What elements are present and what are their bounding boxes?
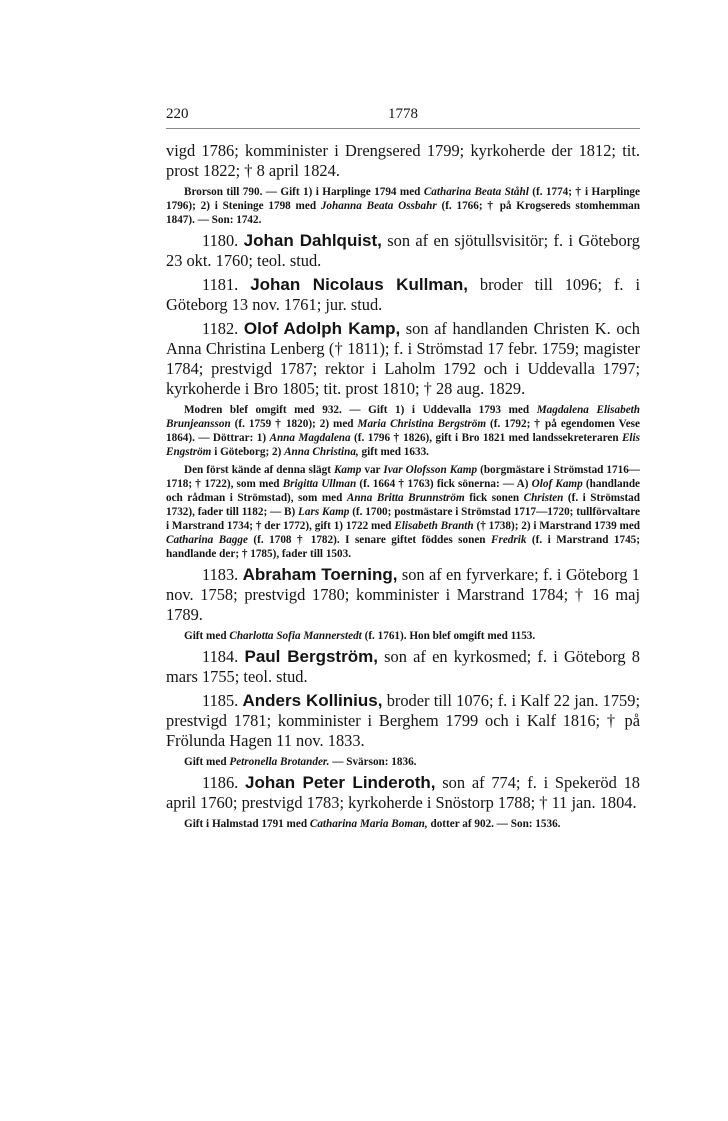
text-run: 1182. xyxy=(202,319,244,338)
text-run: son af en kyrkosmed; f. i Göteborg 8 mars 1755; teol. stud. xyxy=(166,647,640,686)
text-run: var xyxy=(361,464,384,476)
text-run: Gift med xyxy=(184,630,230,642)
note-paragraph xyxy=(166,755,640,769)
italic-name: Catharina Maria Boman, xyxy=(309,818,428,830)
entry-paragraph xyxy=(166,691,640,751)
text-run: (borgmästare i Strömstad 1716—1718; † 1722), som med xyxy=(166,464,640,490)
person-name: Olof Adolph Kamp, xyxy=(243,319,401,338)
text-run: Brorson till 790. — Gift 1) i Harplinge 1794 med xyxy=(184,186,424,198)
text-run: 1180. xyxy=(202,231,244,250)
text-run: broder till 1076; f. i Kalf 22 jan. 1759; prestvigd 1781; komminister i Berghem 1799 och i Kalf 1816; † på Frölunda Hagen 11 nov. 1833. xyxy=(166,691,640,750)
running-header xyxy=(166,106,640,129)
italic-name: Christen xyxy=(523,492,564,504)
italic-name: Petronella Brotander. xyxy=(229,756,330,768)
text-run: son af 774; f. i Spekeröd 18 april 1760; prestvigd 1783; kyrkoherde i Snöstorp 1788; † 11 jan. 1804. xyxy=(166,773,640,812)
text-run: son af en fyrverkare; f. i Göteborg 1 nov. 1758; prestvigd 1780; komminister i Marstrand 1784; † 16 maj 1789. xyxy=(166,565,640,624)
text-run: († 1738); 2) i Marstrand 1739 med xyxy=(473,520,641,532)
entry-paragraph xyxy=(166,773,640,813)
entry-paragraph xyxy=(166,231,640,271)
text-run: son af handlanden Christen K. och Anna Christina Lenberg († 1811); f. i Strömstad 17 febr. 1759; magister 1784; prestvigd 1787; rektor i Laholm 1792 och i Uddevalla 1797; kyrkoherde i Bro 1805; tit. prost 1810; † 28 aug. 1829. xyxy=(166,319,640,398)
note-paragraph xyxy=(166,403,640,459)
italic-name: Charlotta Sofia Mannerstedt xyxy=(229,630,362,642)
italic-name: Johanna Beata Ossbahr xyxy=(320,200,437,212)
header-year: 1778 xyxy=(388,106,418,122)
italic-name: Anna Christina, xyxy=(284,446,359,458)
italic-name: Brigitta Ullman xyxy=(282,478,357,490)
text-run: (f. 1761). Hon blef omgift med 1153. xyxy=(361,630,536,642)
italic-name: Elis Engström xyxy=(166,432,641,458)
text-run: — Svärson: 1836. xyxy=(329,756,417,768)
person-name: Abraham Toerning, xyxy=(242,565,398,584)
note-paragraph xyxy=(166,185,640,227)
text-run: (f. i Marstrand 1745; handlande der; † 1785), fader till 1503. xyxy=(166,534,640,560)
text-run: 1183. xyxy=(202,565,243,584)
italic-name: Anna Britta Brunnström xyxy=(346,492,465,504)
text-run: fick sonen xyxy=(464,492,524,504)
person-name: Anders Kollinius, xyxy=(242,691,383,710)
text-run: (f. 1700; postmästare i Strömstad 1717—1720; tullförvaltare i Marstrand 1734; † der 1772), gift 1) 1722 med xyxy=(166,506,641,532)
text-run: gift med 1633. xyxy=(358,446,429,458)
italic-name: Fredrik xyxy=(491,534,527,546)
page-number: 220 xyxy=(166,106,189,122)
italic-name: Lars Kamp xyxy=(298,506,350,518)
text-run: Gift med xyxy=(184,756,230,768)
entry-paragraph xyxy=(166,565,640,625)
text-run: (f. 1759 † 1820); 2) med xyxy=(230,418,358,430)
person-name: Johan Nicolaus Kullman, xyxy=(250,275,468,294)
italic-name: Maria Christina Bergström xyxy=(357,418,487,430)
text-run: 1186. xyxy=(202,773,246,792)
entry-paragraph xyxy=(166,319,640,399)
text-run: Gift i Halmstad 1791 med xyxy=(184,818,310,830)
person-name: Johan Dahlquist, xyxy=(243,231,382,250)
italic-name: Catharina Beata Ståhl xyxy=(423,186,529,198)
text-run: 1185. xyxy=(202,691,243,710)
entry-paragraph xyxy=(166,275,640,315)
text-run: i Göteborg; 2) xyxy=(211,446,285,458)
entry-paragraph xyxy=(166,647,640,687)
italic-name: Kamp xyxy=(333,464,362,476)
italic-name: Ivar Olofsson Kamp xyxy=(383,464,478,476)
italic-name: Catharina Bagge xyxy=(166,534,248,546)
note-paragraph xyxy=(166,629,640,643)
text-run: (f. 1792; † på egendomen Vese 1864). — Döttrar: 1) xyxy=(166,418,640,444)
text-paragraph xyxy=(166,141,640,181)
text-run: (f. 1774; † i Harplinge 1796); 2) i Steninge 1798 med xyxy=(166,186,640,212)
text-run: (handlande och rådman i Strömstad), som med xyxy=(166,478,641,504)
text-run: 1184. xyxy=(202,647,245,666)
person-name: Paul Bergström, xyxy=(244,647,378,666)
note-paragraph xyxy=(166,817,640,831)
text-run: 1181. xyxy=(202,275,251,294)
text-run: (f. i Strömstad 1732), fader till 1182; — B) xyxy=(166,492,641,518)
text-run: Modren blef omgift med 932. — Gift 1) i Uddevalla 1793 med xyxy=(184,404,537,416)
text-run: vigd 1786; komminister i Drengsered 1799; kyrkoherde der 1812; tit. prost 1822; † 8 april 1824. xyxy=(166,141,640,180)
text-run: (f. 1766; † på Krogsereds stomhemman 1847). — Son: 1742. xyxy=(166,200,640,226)
page-body xyxy=(166,141,640,835)
text-run: dotter af 902. — Son: 1536. xyxy=(427,818,561,830)
italic-name: Olof Kamp xyxy=(531,478,583,490)
note-paragraph xyxy=(166,463,640,561)
text-run: (f. 1708 † 1782). I senare giftet föddes sonen xyxy=(247,534,491,546)
text-run: (f. 1796 † 1826), gift i Bro 1821 med landssekreteraren xyxy=(350,432,622,444)
text-run: Den först kände af denna slägt xyxy=(184,464,334,476)
person-name: Johan Peter Linderoth, xyxy=(245,773,436,792)
italic-name: Elisabeth Branth xyxy=(394,520,474,532)
text-run: son af en sjötullsvisitör; f. i Göteborg 23 okt. 1760; teol. stud. xyxy=(166,231,640,270)
italic-name: Anna Magdalena xyxy=(269,432,351,444)
italic-name: Magdalena Elisabeth Brunjeansson xyxy=(166,404,640,430)
text-run: (f. 1664 † 1763) fick sönerna: — A) xyxy=(356,478,532,490)
text-run: broder till 1096; f. i Göteborg 13 nov. 1761; jur. stud. xyxy=(166,275,640,314)
